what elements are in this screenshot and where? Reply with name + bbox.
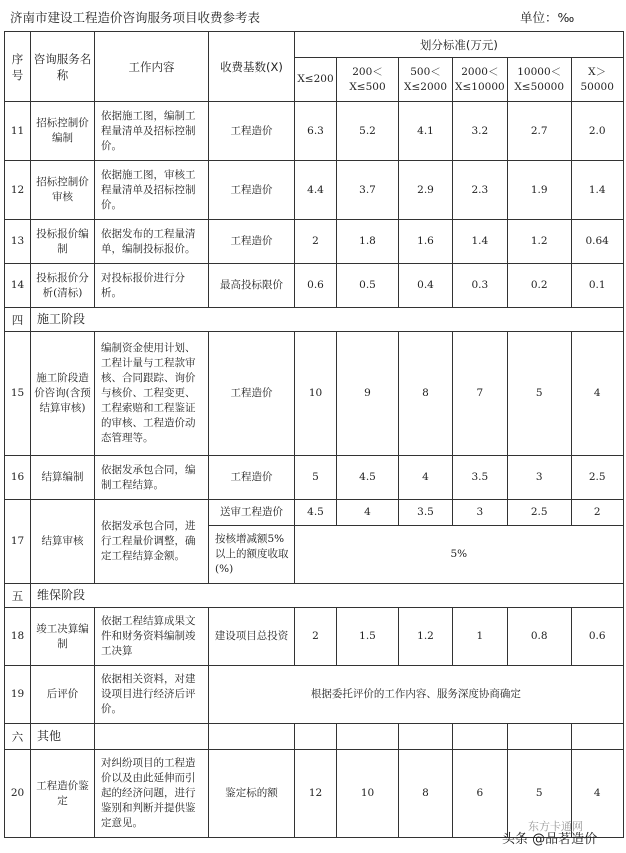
col-seq: 序号 [5, 32, 31, 102]
row-content: 依据发承包合同，进行工程量价调整，确定工程结算金额。 [95, 500, 209, 584]
empty-cell [571, 724, 623, 750]
rate-cell: 5 [507, 750, 571, 838]
table-row [5, 264, 624, 308]
table-row [5, 161, 624, 220]
rate-cell: 2.5 [571, 456, 623, 500]
rate-cell: 7 [453, 332, 508, 456]
rate-cell: 6.3 [295, 102, 337, 161]
range-1: X≤200 [295, 58, 337, 102]
row-base: 鉴定标的额 [209, 750, 295, 838]
rate-cell: 3.5 [453, 456, 508, 500]
rate-cell: 4 [571, 750, 623, 838]
empty-cell [295, 724, 337, 750]
row-no: 13 [5, 220, 31, 264]
row-base: 工程造价 [209, 220, 295, 264]
row-base: 建设项目总投资 [209, 608, 295, 666]
watermark-site: 东方卡通网 [528, 820, 583, 833]
section-label: 其他 [31, 724, 95, 750]
row-name: 后评价 [31, 666, 95, 724]
section-number: 四 [5, 308, 31, 332]
rate-cell: 1.6 [399, 220, 453, 264]
rate-cell: 2.3 [453, 161, 508, 220]
rate-cell: 10 [337, 750, 399, 838]
range-6: X＞50000 [571, 58, 623, 102]
row-content: 对纠纷项目的工程造价以及由此延伸而引起的经济问题，进行鉴别和判断并提供鉴定意见。 [95, 750, 209, 838]
table-title: 济南市建设工程造价咨询服务项目收费参考表 [10, 10, 261, 25]
rate-cell: 12 [295, 750, 337, 838]
section-row [5, 308, 624, 332]
rate-cell: 3.5 [399, 500, 453, 526]
row-name: 结算编制 [31, 456, 95, 500]
watermark-author: 头条 @品茗造价 [502, 832, 598, 847]
row-content: 依据相关资料，对建设项目进行经济后评价。 [95, 666, 209, 724]
table-row [5, 500, 624, 526]
rate-cell: 2.5 [507, 500, 571, 526]
rate-cell: 4 [571, 332, 623, 456]
table-row [5, 666, 624, 724]
rate-cell: 3 [453, 500, 508, 526]
rate-cell: 4.5 [337, 456, 399, 500]
merged-rate-cell: 5% [295, 526, 624, 584]
unit-label: 单位：‰ [520, 10, 575, 25]
table-row [5, 102, 624, 161]
section-label: 施工阶段 [31, 308, 624, 332]
row-no: 20 [5, 750, 31, 838]
range-5: 10000＜X≤50000 [507, 58, 571, 102]
row-no: 11 [5, 102, 31, 161]
row-base: 工程造价 [209, 161, 295, 220]
rate-cell: 0.8 [507, 608, 571, 666]
empty-cell [399, 724, 453, 750]
row-content: 对投标报价进行分析。 [95, 264, 209, 308]
rate-cell: 5 [295, 456, 337, 500]
rate-cell: 0.64 [571, 220, 623, 264]
rate-cell: 2.0 [571, 102, 623, 161]
row-name: 投标报价分析(清标) [31, 264, 95, 308]
rate-cell: 1.9 [507, 161, 571, 220]
rate-cell: 1.4 [571, 161, 623, 220]
rate-cell: 4 [399, 456, 453, 500]
rate-cell: 1.5 [337, 608, 399, 666]
empty-cell [209, 724, 295, 750]
row-content: 依据施工图，编制工程量清单及招标控制价。 [95, 102, 209, 161]
rate-cell: 0.1 [571, 264, 623, 308]
row-content: 依据发承包合同，编制工程结算。 [95, 456, 209, 500]
row-base: 送审工程造价 [209, 500, 295, 526]
row-no: 19 [5, 666, 31, 724]
empty-cell [507, 724, 571, 750]
rate-cell: 0.6 [295, 264, 337, 308]
rate-cell: 6 [453, 750, 508, 838]
rate-cell: 1.2 [507, 220, 571, 264]
rate-cell: 1.2 [399, 608, 453, 666]
section-number: 六 [5, 724, 31, 750]
row-name: 工程造价鉴定 [31, 750, 95, 838]
rate-cell: 8 [399, 750, 453, 838]
col-base: 收费基数(X) [209, 32, 295, 102]
row-name: 投标报价编制 [31, 220, 95, 264]
section-row [5, 584, 624, 608]
rate-cell: 2 [295, 608, 337, 666]
rate-cell: 3.2 [453, 102, 508, 161]
section-number: 五 [5, 584, 31, 608]
rate-cell: 5.2 [337, 102, 399, 161]
rate-cell: 1 [453, 608, 508, 666]
row-no: 17 [5, 500, 31, 584]
row-content: 依据施工图，审核工程量清单及招标控制价。 [95, 161, 209, 220]
rate-cell: 8 [399, 332, 453, 456]
row-base-secondary: 按核增减额5%以上的额度收取(%) [209, 526, 295, 584]
rate-cell: 1.4 [453, 220, 508, 264]
empty-cell [95, 724, 209, 750]
rate-cell: 4 [337, 500, 399, 526]
col-service: 咨询服务名称 [31, 32, 95, 102]
rate-cell: 10 [295, 332, 337, 456]
row-base: 最高投标限价 [209, 264, 295, 308]
header-row-1 [5, 32, 624, 58]
col-standard: 划分标准(万元) [295, 32, 624, 58]
rate-cell: 3.7 [337, 161, 399, 220]
rate-cell: 4.1 [399, 102, 453, 161]
row-name: 招标控制价编制 [31, 102, 95, 161]
rate-cell: 9 [337, 332, 399, 456]
row-no: 16 [5, 456, 31, 500]
row-name: 施工阶段造价咨询(含预结算审核) [31, 332, 95, 456]
empty-cell [453, 724, 508, 750]
table-row [5, 456, 624, 500]
row-no: 12 [5, 161, 31, 220]
row-base: 工程造价 [209, 332, 295, 456]
rate-cell: 0.5 [337, 264, 399, 308]
row-content: 依据发布的工程量清单，编制投标报价。 [95, 220, 209, 264]
row-no: 15 [5, 332, 31, 456]
rate-cell: 3 [507, 456, 571, 500]
rate-cell: 2.9 [399, 161, 453, 220]
rate-cell: 2 [571, 500, 623, 526]
section-label: 维保阶段 [31, 584, 624, 608]
row-name: 招标控制价审核 [31, 161, 95, 220]
watermark [498, 812, 622, 846]
rate-cell: 0.3 [453, 264, 508, 308]
table-row [5, 332, 624, 456]
merged-note-cell: 根据委托评价的工作内容、服务深度协商确定 [209, 666, 624, 724]
rate-cell: 1.8 [337, 220, 399, 264]
row-no: 18 [5, 608, 31, 666]
range-3: 500＜X≤2000 [399, 58, 453, 102]
row-no: 14 [5, 264, 31, 308]
range-4: 2000＜X≤10000 [453, 58, 508, 102]
rate-cell: 2 [295, 220, 337, 264]
fee-reference-table [4, 31, 624, 838]
row-content: 依据工程结算成果文件和财务资料编制竣工决算 [95, 608, 209, 666]
range-2: 200＜X≤500 [337, 58, 399, 102]
row-base: 工程造价 [209, 456, 295, 500]
row-name: 结算审核 [31, 500, 95, 584]
table-row [5, 608, 624, 666]
table-row [5, 220, 624, 264]
rate-cell: 4.5 [295, 500, 337, 526]
rate-cell: 5 [507, 332, 571, 456]
col-content: 工作内容 [95, 32, 209, 102]
section-row [5, 724, 624, 750]
rate-cell: 0.2 [507, 264, 571, 308]
rate-cell: 4.4 [295, 161, 337, 220]
row-name: 竣工决算编制 [31, 608, 95, 666]
table-header-bar [0, 0, 626, 30]
rate-cell: 2.7 [507, 102, 571, 161]
rate-cell: 0.4 [399, 264, 453, 308]
rate-cell: 0.6 [571, 608, 623, 666]
empty-cell [337, 724, 399, 750]
row-base: 工程造价 [209, 102, 295, 161]
row-content: 编制资金使用计划、工程计量与工程款审核、合同跟踪、询价与核价、工程变更、工程索赔和工程鉴证的审核、工程造价动态管理等。 [95, 332, 209, 456]
